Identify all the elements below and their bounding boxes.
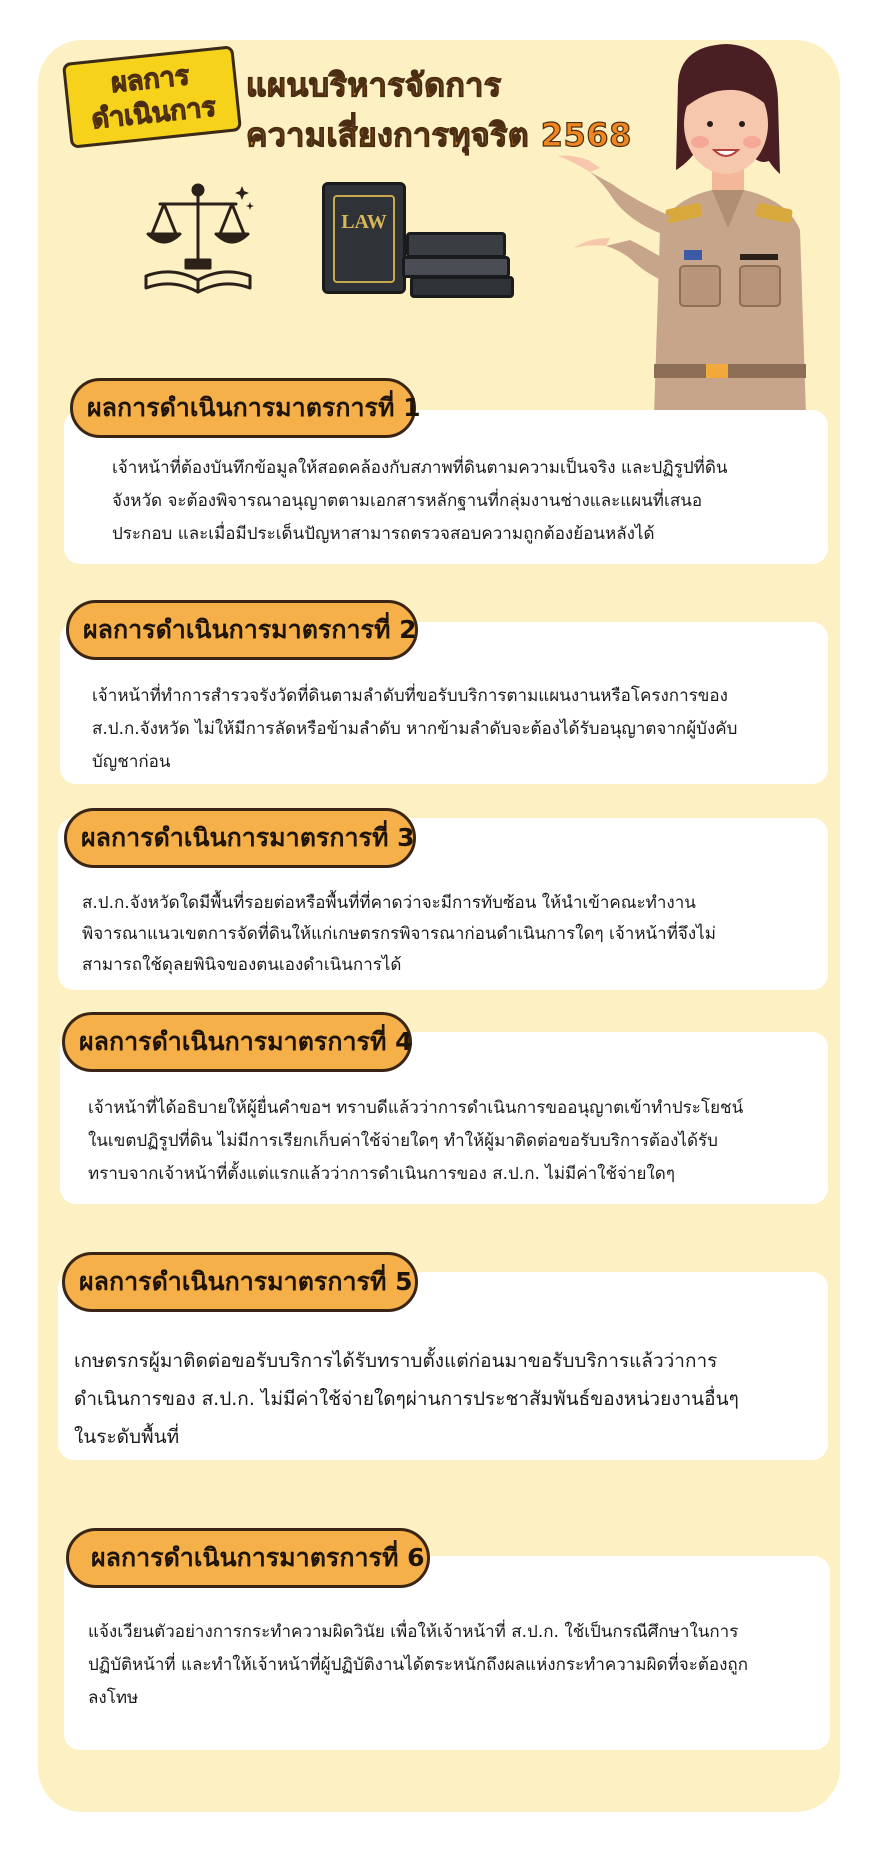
measure-5-heading: ผลการดำเนินการมาตรการที่ 5: [62, 1252, 418, 1312]
measure-4-text: เจ้าหน้าที่ได้อธิบายให้ผู้ยื่นคำขอฯ ทราบดีแล้วว่าการดำเนินการขออนุญาตเข้าทำประโยชน์ ในเขตปฏิรูปที่ดิน ไม่มีการเรียกเก็บค่าใช้จ่ายใดๆ ทำให้ผู้มาติดต่อขอรับบริการต้องได้รับ ทราบจากเจ้าหน้าที่ตั้งแต่แรกแล้วว่าการดำเนินการของ ส.ป.ก. ไม่มีค่าใช้จ่ายใดๆ: [88, 1098, 744, 1184]
measure-1-text: เจ้าหน้าที่ต้องบันทึกข้อมูลให้สอดคล้องกับสภาพที่ดินตามความเป็นจริง และปฏิรูปที่ดิน จังหวัด จะต้องพิจารณาอนุญาตตามเอกสารหลักฐานที่กลุ่มงานช่างและแผนที่เสนอ ประกอบ และเมื่อมีประเด็นปัญหาสามารถตรวจสอบความถูกต้องย้อนหลังได้: [112, 458, 728, 544]
law-books-illustration: [318, 182, 518, 302]
scales-of-justice-icon: [138, 180, 258, 298]
law-book-stack-bottom: [410, 276, 514, 298]
measure-1-heading: ผลการดำเนินการมาตรการที่ 1: [70, 378, 416, 438]
measure-3-text: ส.ป.ก.จังหวัดใดมีพื้นที่รอยต่อหรือพื้นที่ที่คาดว่าจะมีการทับซ้อน ให้นำเข้าคณะทำงาน พิจารณาแนวเขตการจัดที่ดินให้แก่เกษตรกรพิจารณาก่อนดำเนินการใดๆ เจ้าหน้าที่จึงไม่ สามารถใช้ดุลยพินิจของตนเองดำเนินการได้: [82, 893, 716, 975]
law-book-stack-top: [406, 232, 506, 258]
measure-2-text: เจ้าหน้าที่ทำการสำรวจรังวัดที่ดินตามลำดับที่ขอรับบริการตามแผนงานหรือโครงการของ ส.ป.ก.จังหวัด ไม่ให้มีการลัดหรือข้ามลำดับ หากข้ามลำดับจะต้องได้รับอนุญาตจากผู้บังคับ บัญชาก่อน: [92, 686, 738, 772]
law-book-label: LAW: [341, 211, 387, 233]
badge-text: ผลการ ดำเนินการ: [90, 60, 218, 136]
measure-6-text: แจ้งเวียนตัวอย่างการกระทำความผิดวินัย เพื่อให้เจ้าหน้าที่ ส.ป.ก. ใช้เป็นกรณีศึกษาในการ ปฏิบัติหน้าที่ และทำให้เจ้าหน้าที่ผู้ปฏิบัติงานได้ตระหนักถึงผลแห่งกระทำความผิดที่จะต้องถูก ลงโทษ: [88, 1622, 749, 1708]
measure-3-heading: ผลการดำเนินการมาตรการที่ 3: [64, 808, 416, 868]
law-book-label-frame: [333, 195, 395, 283]
law-book-stack-middle: [402, 256, 510, 278]
measure-4-heading: ผลการดำเนินการมาตรการที่ 4: [62, 1012, 412, 1072]
page-title: แผนบริหารจัดการ ความเสี่ยงการทุจริต 2568: [246, 66, 632, 154]
law-book-standing: [322, 182, 406, 294]
result-badge: [62, 45, 242, 149]
measure-5-text: เกษตรกรผู้มาติดต่อขอรับบริการได้รับทราบตั้งแต่ก่อนมาขอรับบริการแล้วว่าการ ดำเนินการของ ส.ป.ก. ไม่มีค่าใช้จ่ายใดๆผ่านการประชาสัมพันธ์ของหน่วยงานอื่นๆ ในระดับพื้นที่: [74, 1350, 739, 1448]
officer-woman-illustration: [530, 44, 840, 416]
measure-6-heading: ผลการดำเนินการมาตรการที่ 6: [66, 1528, 430, 1588]
measure-2-heading: ผลการดำเนินการมาตรการที่ 2: [66, 600, 418, 660]
